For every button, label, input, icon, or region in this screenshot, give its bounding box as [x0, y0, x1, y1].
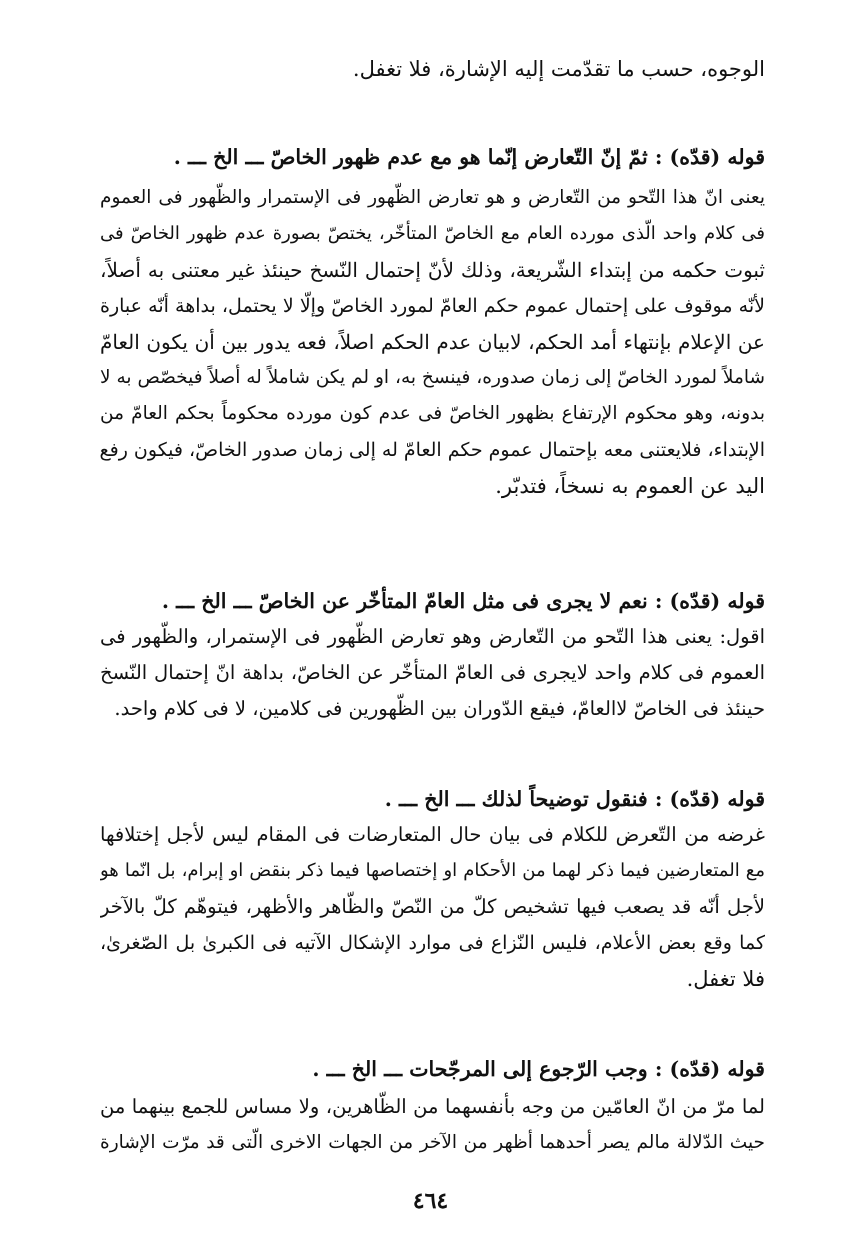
paragraph-line: كما وقع بعض الأعلام، فليس النّزاع فى موارد الإشكال الآتيه فى الكبرىٰ بل الصّغرىٰ، — [100, 932, 765, 954]
paragraph-line: الإبتداء، فلايعتنى معه بإحتمال عموم حكم العامّ له إلى زمان صدور الخاصّ، فيكون رفع — [100, 439, 765, 461]
paragraph-line: مع المتعارضين فيما ذكر لهما من الأحكام او إختصاصها فيما ذكر بنقض او إبرام، بل انّما هو — [100, 860, 765, 881]
paragraph-line: يعنى انّ هذا التّحو من التّعارض و هو تعارض الظّهور فى الإستمرار والظّهور فى العموم — [100, 187, 765, 208]
intro-line: الوجوه، حسب ما تقدّمت إليه الإشارة، فلا تغفل. — [352, 57, 765, 81]
paragraph-line: حيث الدّلالة مالم يصر أحدهما أظهر من الآخر من الجهات الاخرى الّتى قد مرّت الإشارة — [100, 1132, 765, 1153]
paragraph-line: غرضه من التّعرض للكلام فى بيان حال المتعارضات فى المقام ليس لأجل إختلافها — [100, 823, 765, 846]
paragraph-line: لأجل أنّه قد يصعب فيها تشخيص كلّ من النّصّ والظّاهر والأظهر، فيتوهّم كلّ بالآخر — [100, 895, 765, 918]
paragraph-line: فى كلام واحد الّذى مورده العام مع الخاصّ المتأخّر، يختصّ بصورة عدم ظهور الخاصّ فى — [100, 223, 765, 244]
paragraph-line: لما مرّ من انّ العامّين من وجه بأنفسهما من الظّاهرين، ولا مساس للجمع بينهما من — [100, 1095, 765, 1118]
paragraph-line: اليد عن العموم به نسخاً، فتدبّر. — [495, 474, 765, 498]
paragraph-line: فلا تغفل. — [686, 967, 765, 991]
paragraph-line: حينئذ فى الخاصّ لاالعامّ، فيقع الدّوران بين الظّهورين فى كلامين، لا فى كلام واحد. — [114, 697, 765, 720]
page-number: ٤٦٤ — [412, 1188, 449, 1214]
paragraph-line: ثبوت حكمه من إبتداء الشّريعة، وذلك لأنّ إحتمال النّسخ حينئذ غير معتنى به أصلاً، — [100, 258, 765, 282]
section-heading: قوله (قدّه) : فنقول توضيحاً لذلك ـــ الخ ـــ . — [384, 787, 765, 811]
paragraph-line: لأنّه موقوف على إحتمال عموم حكم العامّ لمورد الخاصّ وإلّا لا يحتمل، بداهة أنّه عبارة — [100, 295, 765, 317]
paragraph-line: عن الإعلام بإنتهاء أمد الحكم، لابيان عدم الحكم اصلاً، فعه يدور بين أن يكون العامّ — [100, 330, 765, 354]
paragraph-line: بدونه، وهو محكوم الإرتفاع بظهور الخاصّ فى عدم كون مورده محكوماً بحكم العامّ من — [100, 403, 765, 424]
section-heading: قوله (قدّه) : وجب الرّجوع إلى المرجّحات ـــ الخ ـــ . — [312, 1057, 765, 1081]
paragraph-line: العموم فى كلام واحد لايجرى فى العامّ المتأخّر عن الخاصّ، بداهة انّ إحتمال النّسخ — [100, 661, 765, 684]
paragraph-line: شاملاً لمورد الخاصّ إلى زمان صدوره، فينسخ به، او لم يكن شاملاً له أصلاً فيخصّص به لا — [100, 367, 765, 388]
section-heading: قوله (قدّه) : نعم لا يجرى فى مثل العامّ المتأخّر عن الخاصّ ـــ الخ ـــ . — [161, 589, 765, 613]
paragraph-line: اقول: يعنى هذا التّحو من التّعارض وهو تعارض الظّهور فى الإستمرار، والظّهور فى — [100, 625, 765, 648]
section-heading: قوله (قدّه) : ثمّ إنّ التّعارض إنّما هو مع عدم ظهور الخاصّ ـــ الخ ـــ . — [173, 145, 765, 169]
